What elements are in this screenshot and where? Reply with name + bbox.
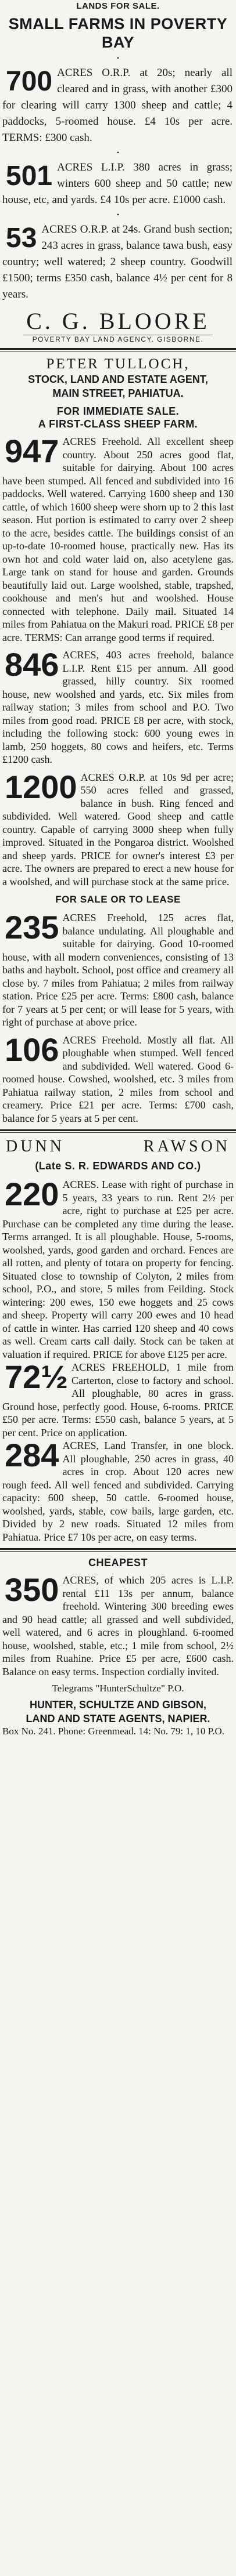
agent-subtitle: POVERTY BAY LAND AGENCY. GISBORNE. bbox=[32, 335, 204, 343]
column-header: LANDS FOR SALE. bbox=[76, 1, 160, 11]
listing-text: ACRES FREEHOLD, 1 mile from Carterton, close to factory and school. All ploughable, 80 acres in grass. Ground hose, perfectly good. House, 6-rooms. PRICE £50 per acre. Terms: £550 cash, balance 5 years, at 5 per cent. Price on application. bbox=[2, 1361, 234, 1439]
dunn-rawson-advert bbox=[0, 1137, 236, 1544]
listing-text: ACRES, Land Transfer, in one block. All ploughable, 250 acres in grass, 40 acres in crop. About 120 acres new rough feed. All well fenced and subdivided. Carrying capacity: 600 sheep, 50 cattle. 6-roomed house, woolshed, yards, stable, cow bails, large garden, etc. Divided by 2 new roads. Situated 12 miles from Pahiatua. Price £7 10s per acre, on easy terms. bbox=[2, 1440, 234, 1543]
listing-text: ACRES, 403 acres freehold, balance L.I.P. Rent £15 per annum. All good grassed, hilly country. Six roomed house, new woolshed and yards, etc. Six miles from railway station; 3 miles from school and P.O. Two miles from good road. PRICE £8 per acre, with stock, including the following stock: 600 young ewes in lamb, 250 hoggets, 80 cows and heifers, etc. Terms £1200 cash. bbox=[2, 649, 234, 765]
section-subheading: A FIRST-CLASS SHEEP FARM. bbox=[38, 418, 198, 430]
agent-line: STOCK, LAND AND ESTATE AGENT, bbox=[28, 374, 208, 385]
agent-name-left: DUNN bbox=[6, 1137, 65, 1155]
listing-text: ACRES, of which 205 acres is L.I.P. rental £11 13s per annum, balance freehold. Wintering 300 breeding ewes and 90 head cattle; all grassed and well subdivided, well watered, and 6 acres in ploughland. 6-roomed house, woolshed, stable, etc.; 1 mile from school, 2½ miles from Ruahine. Price £5 per acre, £600 cash. Balance on easy terms. Inspection cordially invited. bbox=[2, 1574, 234, 1678]
divider bbox=[0, 1132, 236, 1133]
listing-text: ACRES Freehold. Mostly all flat. All ploughable when stumped. Well fenced and subdivided. Well watered. Good 6-roomed house. Cowshed, woolshed, etc. 3 miles from Pahiatua railway station, 2 miles from school and creamery. Price £21 per acre. Terms: £700 cash, balance for 5 years at 5 per cent. bbox=[2, 1034, 234, 1124]
agent-address: MAIN STREET, PAHIATUA. bbox=[52, 387, 184, 399]
listing bbox=[0, 1571, 236, 1678]
listing bbox=[0, 768, 236, 889]
listing-acreage: 72½ bbox=[5, 1358, 68, 1395]
bloore-advert bbox=[0, 15, 236, 343]
listing-text: ACRES. Lease with right of purchase in 5 years, 33 years to run. Rent 2½ per acre, right to purchase at £25 per acre. Purchase can be completed any time during the lease. Terms arranged. It is all ploughable. House, 5-rooms, woolshed, yards, good garden and orchard. Fences are all rotten, and plenty of totara on property for fencing. Situated close to township of Colyton, 2 miles from school, P.O., and store, 5 miles from Feilding. Stock wintering: 200 ewes, 150 ewe hoggets and 25 cows and sheep. Property will carry 200 ewes and 10 head of cattle in winter. Has carried 120 sheep and 40 cows as well. Cream carts call daily. Stock can be taken at valuation if required. PRICE for above £125 per acre. bbox=[2, 1179, 234, 1360]
agent-subtitle: LAND AND STATE AGENTS, NAPIER. bbox=[26, 1713, 210, 1724]
listing-acreage: 350 bbox=[5, 1571, 59, 1608]
listing-text: ACRES Freehold, 125 acres flat, balance undulating. All ploughable and suitable for dairying. Good 10-roomed house, with all modern conveniences, consisting of 13 baths and haybolt. School, post office and creamery all close by. 7 miles from Pahiatua; 2 miles from railway station. Price £25 per acre. Terms: £800 cash, balance for 7 years at 5 per cent; or will lease for 5 years, with right of purchase at above price. bbox=[2, 912, 234, 1028]
agent-name-right: RAWSON bbox=[143, 1137, 230, 1155]
listing-text: ACRES O.R.P. at 10s 9d per acre; 550 acres felled and grassed, balance in bush. Ring fenced and subdivided. Well watered. Good sheep and cattle country. Capable of carrying 3000 sheep when fully improved. Situated in the Pongaroa district. Woolshed and sheep yards. PRICE for owner's interest £3 per acre. The owners are prepared to erect a new house for a woolshed, and will purchase stock at the same price. bbox=[2, 771, 234, 887]
listing-acreage: 284 bbox=[5, 1437, 59, 1473]
listing-acreage: 235 bbox=[5, 909, 59, 945]
listing-acreage: 947 bbox=[5, 433, 59, 469]
divider bbox=[0, 351, 236, 352]
agent-name: PETER TULLOCH, bbox=[46, 356, 190, 372]
agent-name bbox=[0, 1137, 236, 1156]
listing bbox=[0, 222, 236, 303]
listing-text: ACRES L.I.P. 380 acres in grass; winters 600 sheep and 50 cattle; new house, etc, and yards. £4 10s per acre. £1000 cash. bbox=[2, 161, 233, 206]
listing-acreage: 220 bbox=[5, 1176, 59, 1212]
listing-acreage: 501 bbox=[6, 161, 53, 191]
agent-name: C. G. BLOORE bbox=[26, 308, 210, 334]
listing bbox=[0, 1178, 236, 1361]
divider bbox=[0, 1551, 236, 1552]
listing bbox=[0, 1358, 236, 1439]
separator-bullet: • bbox=[116, 148, 120, 157]
listing-text: ACRES Freehold. All excellent sheep country. About 250 acres good flat, suitable for dairying. About 100 acres have been stumped. All fenced and subdivided into 16 paddocks. Well watered. Carrying 1600 sheep and 130 cattle, of which 1600 sheep were shorn up to 2 this last season. Hut portion is estimated to carry over 2 sheep to the acre, besides cattle. The buildings consist of an up-to-date 10-roomed house, practically new. Has its own hot and cold water laid on, also acetylene gas. Large tank on stand for house and garden. Grounds beautifully laid out. Large woolshed, stable, trapshed, cookhouse and men's hut and woolshed. House connected with telephone. Daily mail. Situated 14 miles from Pahiatua on the Makuri road. PRICE £8 per acre. TERMS: Can arrange good terms if required. bbox=[2, 436, 234, 643]
listing bbox=[0, 648, 236, 766]
spacer bbox=[0, 400, 236, 405]
listing bbox=[0, 65, 236, 146]
listing bbox=[0, 1439, 236, 1544]
listing-acreage: 53 bbox=[6, 223, 37, 253]
separator-bullet: • bbox=[116, 211, 120, 219]
agent-subtitle: (Late S. R. EDWARDS AND CO.) bbox=[35, 1160, 201, 1172]
agent-name: HUNTER, SCHULTZE AND GIBSON, bbox=[30, 1699, 206, 1711]
divider bbox=[0, 1548, 236, 1550]
bloore-heading: SMALL FARMS IN POVERTY BAY bbox=[8, 15, 228, 51]
listing bbox=[0, 911, 236, 1029]
section-subheading: FOR SALE OR TO LEASE bbox=[55, 894, 181, 905]
listing-acreage: 1200 bbox=[5, 768, 77, 805]
listing-acreage: 700 bbox=[6, 66, 53, 97]
divider bbox=[0, 1129, 236, 1131]
listing bbox=[0, 160, 236, 208]
hunter-schultze-advert bbox=[0, 1556, 236, 1737]
listing-text: ACRES O.R.P. at 20s; nearly all cleared and in grass, with another £300 for clearing will carry 1300 sheep and cattle; 4 paddocks, 5-roomed house. £4 10s per acre. TERMS: £300 cash. bbox=[2, 67, 233, 144]
listing bbox=[0, 435, 236, 644]
listing bbox=[0, 1031, 236, 1125]
box-line: Box No. 241. Phone: Greenmead. 14: No. 79: 1, 10 P.O. bbox=[2, 1726, 225, 1737]
divider bbox=[0, 348, 236, 350]
telegrams-line: Telegrams "HunterSchultze" P.O. bbox=[52, 1683, 184, 1694]
spacer bbox=[0, 1678, 236, 1683]
listing-acreage: 846 bbox=[5, 646, 59, 683]
listing-acreage: 106 bbox=[5, 1031, 59, 1068]
section-subheading: FOR IMMEDIATE SALE. bbox=[56, 405, 180, 417]
listing-text: ACRES O.R.P. at 24s. Grand bush section; 243 acres in grass, balance tawa bush, easy country; well watered; 2 sheep country. Goodwill £1500; terms £350 cash, balance 4½ per cent for 8 years. bbox=[2, 223, 233, 300]
tulloch-advert bbox=[0, 356, 236, 1125]
section-heading: CHEAPEST bbox=[88, 1557, 148, 1568]
separator-bullet: • bbox=[116, 54, 120, 62]
